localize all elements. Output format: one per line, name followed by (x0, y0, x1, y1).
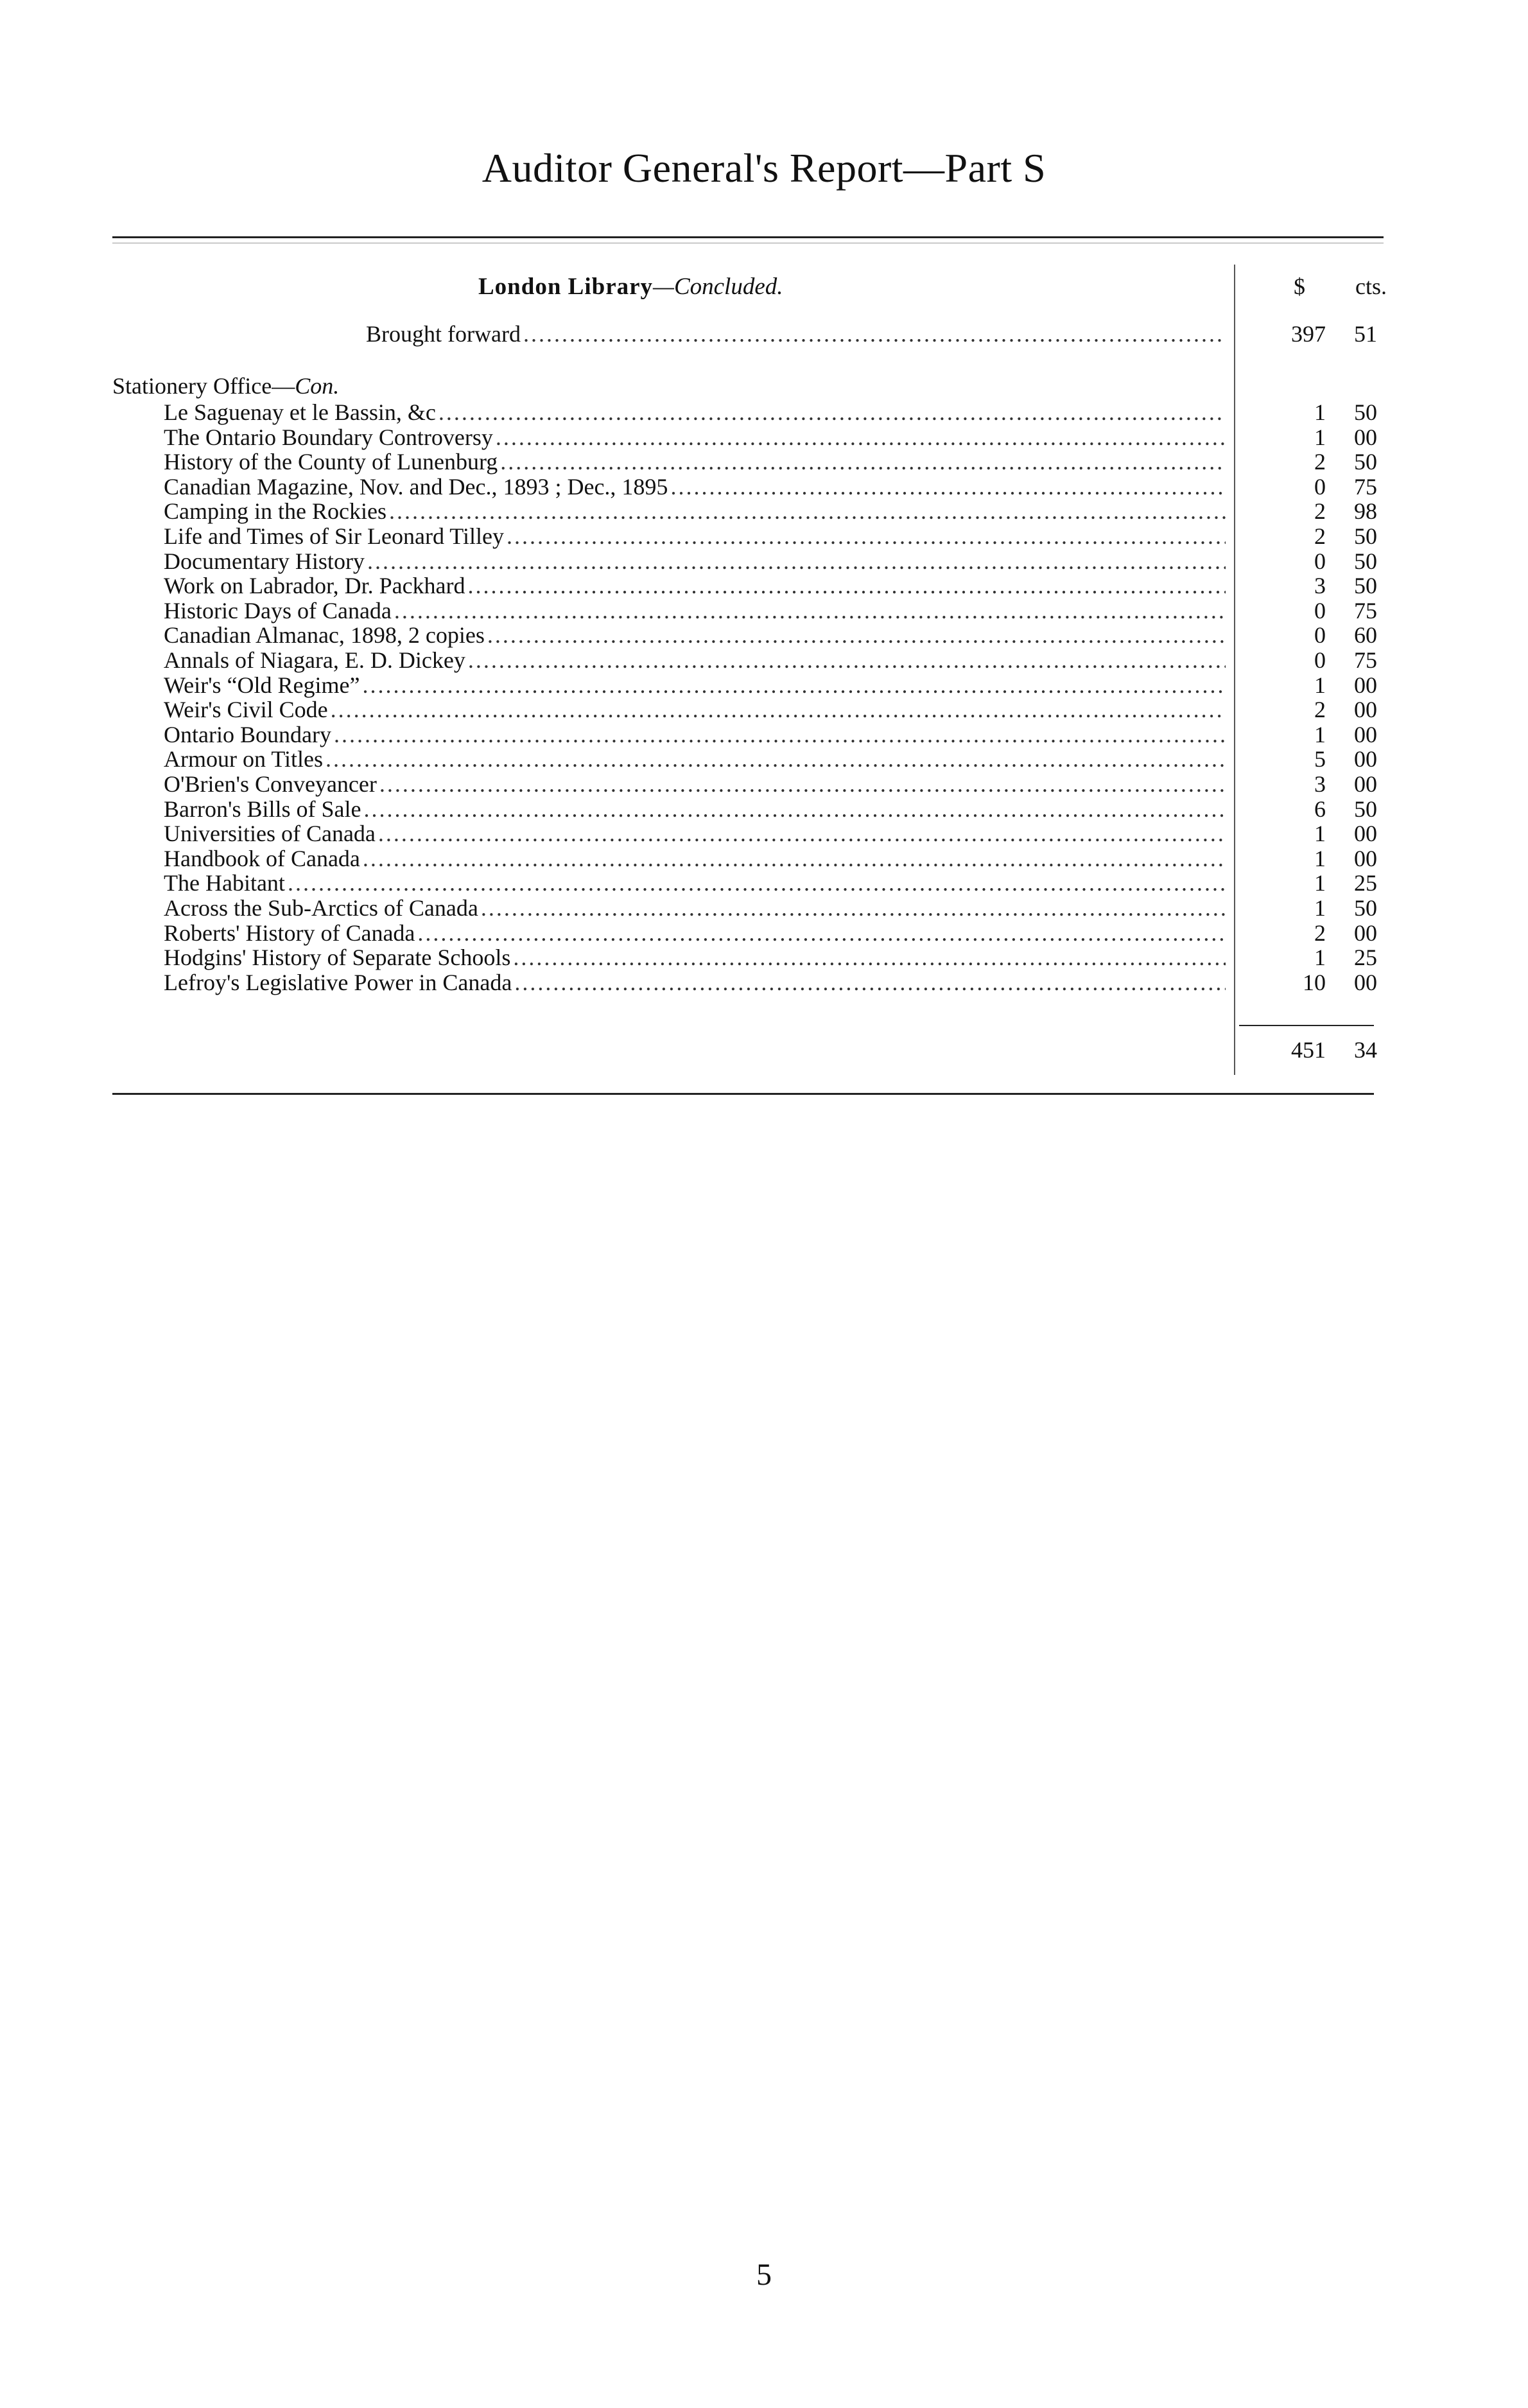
dot-leader (363, 846, 1226, 871)
dot-leader (496, 424, 1226, 450)
amount-cents: 25 (1354, 870, 1377, 896)
brought-forward-row (366, 321, 1229, 347)
currency-header (1255, 273, 1387, 300)
line-item-label: Hodgins' History of Separate Schools (164, 945, 511, 970)
amount-cents: 50 (1354, 449, 1377, 475)
amount-cents: 00 (1354, 672, 1377, 698)
amount-cents: 50 (1354, 399, 1377, 425)
line-item-label: Camping in the Rockies (164, 498, 386, 524)
line-item-label: Roberts' History of Canada (164, 920, 415, 946)
brought-forward-amount (1255, 321, 1377, 347)
amount-cents: 75 (1354, 474, 1377, 500)
amount-dollars: 1 (1314, 672, 1326, 698)
line-item-row (164, 523, 1229, 549)
dot-leader (513, 945, 1226, 970)
line-item-amount (1255, 870, 1377, 896)
line-item-label: Lefroy's Legislative Power in Canada (164, 970, 512, 995)
group-label-suffix: Con. (295, 373, 340, 399)
amount-dollars: 6 (1314, 796, 1326, 822)
dot-leader (363, 672, 1226, 698)
total-amount (1255, 1037, 1377, 1063)
line-item-label: Weir's “Old Regime” (164, 672, 360, 698)
line-item-amount (1255, 622, 1377, 648)
amount-dollars: 1 (1314, 870, 1326, 896)
line-item-amount (1255, 399, 1377, 425)
amount-dollars: 0 (1314, 474, 1326, 500)
line-item-label: Across the Sub-Arctics of Canada (164, 895, 478, 921)
amount-cents: 50 (1354, 548, 1377, 574)
amount-dollars: 0 (1314, 622, 1326, 648)
dot-leader (389, 498, 1226, 524)
section-suffix: —Concluded. (653, 274, 783, 300)
line-item-row (164, 474, 1229, 500)
amount-dollars: 1 (1314, 846, 1326, 871)
dot-leader (468, 573, 1226, 598)
line-item-amount (1255, 573, 1377, 598)
amount-dollars: 1 (1314, 424, 1326, 450)
line-item-label: Canadian Magazine, Nov. and Dec., 1893 ; Dec., 1895 (164, 474, 668, 500)
amount-cents: 75 (1354, 598, 1377, 624)
dot-leader (468, 647, 1226, 673)
line-item-label: O'Brien's Conveyancer (164, 771, 377, 797)
dot-leader (438, 399, 1226, 425)
line-item-label: Weir's Civil Code (164, 697, 328, 722)
amount-dollars: 0 (1314, 598, 1326, 624)
dot-leader (523, 321, 1226, 347)
group-label-text: Stationery Office— (112, 373, 295, 399)
dot-leader (394, 598, 1226, 624)
total-dollars: 451 (1291, 1037, 1326, 1063)
line-item-row (164, 870, 1229, 896)
amount-dollars: 1 (1314, 895, 1326, 921)
line-item-label: History of the County of Lunenburg (164, 449, 498, 475)
dot-leader (288, 870, 1226, 896)
line-item-row (164, 722, 1229, 747)
amount-dollars: 2 (1314, 498, 1326, 524)
amount-cents: 00 (1354, 424, 1377, 450)
line-item-amount (1255, 523, 1377, 549)
line-item-row (164, 697, 1229, 722)
bottom-rule (112, 1093, 1374, 1095)
dot-leader (326, 746, 1226, 772)
line-item-row (164, 746, 1229, 772)
amount-dollars: 2 (1314, 449, 1326, 475)
page-title: Auditor General's Report—Part S (482, 145, 1046, 191)
line-item-amount (1255, 771, 1377, 797)
dot-leader (487, 622, 1226, 648)
amount-dollars: 3 (1314, 573, 1326, 598)
dot-leader (331, 697, 1226, 722)
line-item-amount (1255, 821, 1377, 846)
line-item-label: Annals of Niagara, E. D. Dickey (164, 647, 465, 673)
amount-cents: 00 (1354, 821, 1377, 846)
amount-dollars: 10 (1303, 970, 1326, 995)
line-item-row (164, 970, 1229, 995)
amount-cents: 75 (1354, 647, 1377, 673)
line-item-row (164, 424, 1229, 450)
line-item-label: Life and Times of Sir Leonard Tilley (164, 523, 504, 549)
line-item-label: Le Saguenay et le Bassin, &c (164, 399, 436, 425)
line-item-row (164, 498, 1229, 524)
amount-dollars: 1 (1314, 722, 1326, 747)
amount-cents: 00 (1354, 697, 1377, 722)
line-item-amount (1255, 672, 1377, 698)
line-item-amount (1255, 846, 1377, 871)
line-item-label: Barron's Bills of Sale (164, 796, 361, 822)
dot-leader (379, 771, 1226, 797)
dot-leader (378, 821, 1226, 846)
amount-cents: 50 (1354, 895, 1377, 921)
line-item-amount (1255, 474, 1377, 500)
line-item-row (164, 846, 1229, 871)
amount-dollars: 1 (1314, 399, 1326, 425)
dollars-column-header: $ (1294, 274, 1305, 299)
line-item-amount (1255, 498, 1377, 524)
line-item-row (164, 647, 1229, 673)
line-item-amount (1255, 598, 1377, 624)
amount-cents: 98 (1354, 498, 1377, 524)
line-item-amount (1255, 647, 1377, 673)
amount-cents: 00 (1354, 746, 1377, 772)
brought-forward-label: Brought forward (366, 321, 521, 347)
line-item-label: Ontario Boundary (164, 722, 331, 747)
line-item-row (164, 399, 1229, 425)
total-rule (1239, 1025, 1374, 1026)
line-item-row (164, 945, 1229, 970)
dot-leader (417, 920, 1226, 946)
line-item-amount (1255, 746, 1377, 772)
line-item-row (164, 672, 1229, 698)
amount-dollars: 2 (1314, 697, 1326, 722)
line-item-row (164, 920, 1229, 946)
line-item-amount (1255, 548, 1377, 574)
line-item-row (164, 449, 1229, 475)
amount-column-divider (1234, 265, 1235, 1075)
amount-cents: 00 (1354, 846, 1377, 871)
line-item-amount (1255, 920, 1377, 946)
line-item-amount (1255, 895, 1377, 921)
amount-dollars: 1 (1314, 945, 1326, 970)
cents-column-header: cts. (1355, 274, 1387, 299)
amount-cents: 00 (1354, 970, 1377, 995)
amount-cents: 50 (1354, 573, 1377, 598)
line-item-row (164, 548, 1229, 574)
amount-cents: 50 (1354, 523, 1377, 549)
line-item-amount (1255, 722, 1377, 747)
amount-dollars: 3 (1314, 771, 1326, 797)
dot-leader (500, 449, 1226, 475)
line-item-amount (1255, 945, 1377, 970)
group-label (112, 372, 339, 399)
dot-leader (670, 474, 1226, 500)
amount-cents: 25 (1354, 945, 1377, 970)
line-item-row (164, 598, 1229, 624)
amount-dollars: 2 (1314, 920, 1326, 946)
line-item-label: Historic Days of Canada (164, 598, 392, 624)
line-item-row (164, 573, 1229, 598)
line-item-row (164, 796, 1229, 822)
line-item-label: Handbook of Canada (164, 846, 360, 871)
line-item-label: Armour on Titles (164, 746, 324, 772)
line-item-row (164, 622, 1229, 648)
amount-cents: 00 (1354, 722, 1377, 747)
line-item-amount (1255, 424, 1377, 450)
section-header (478, 273, 783, 301)
line-item-label: Documentary History (164, 548, 365, 574)
dot-leader (363, 796, 1226, 822)
dot-leader (507, 523, 1226, 549)
line-item-label: The Habitant (164, 870, 285, 896)
dot-leader (481, 895, 1226, 921)
line-item-label: Canadian Almanac, 1898, 2 copies (164, 622, 485, 648)
amount-dollars: 5 (1314, 746, 1326, 772)
line-item-label: Work on Labrador, Dr. Packhard (164, 573, 465, 598)
top-rule (112, 236, 1384, 238)
line-item-amount (1255, 796, 1377, 822)
amount-dollars: 2 (1314, 523, 1326, 549)
amount-dollars: 0 (1314, 647, 1326, 673)
line-item-row (164, 821, 1229, 846)
amount-cents: 00 (1354, 920, 1377, 946)
line-item-amount (1255, 697, 1377, 722)
amount-cents: 50 (1354, 796, 1377, 822)
line-item-amount (1255, 449, 1377, 475)
line-item-label: The Ontario Boundary Controversy (164, 424, 493, 450)
dot-leader (334, 722, 1226, 747)
section-name: London Library (478, 274, 654, 300)
amount-cents: 00 (1354, 771, 1377, 797)
amount-dollars: 1 (1314, 821, 1326, 846)
line-item-row (164, 895, 1229, 921)
amount-cents: 51 (1354, 321, 1377, 347)
line-item-label: Universities of Canada (164, 821, 376, 846)
total-cents: 34 (1354, 1037, 1377, 1063)
amount-dollars: 0 (1314, 548, 1326, 574)
dot-leader (514, 970, 1226, 995)
line-item-row (164, 771, 1229, 797)
line-item-amount (1255, 970, 1377, 995)
amount-cents: 60 (1354, 622, 1377, 648)
amount-dollars: 397 (1291, 321, 1326, 347)
dot-leader (367, 548, 1226, 574)
page-number: 5 (756, 2258, 772, 2292)
